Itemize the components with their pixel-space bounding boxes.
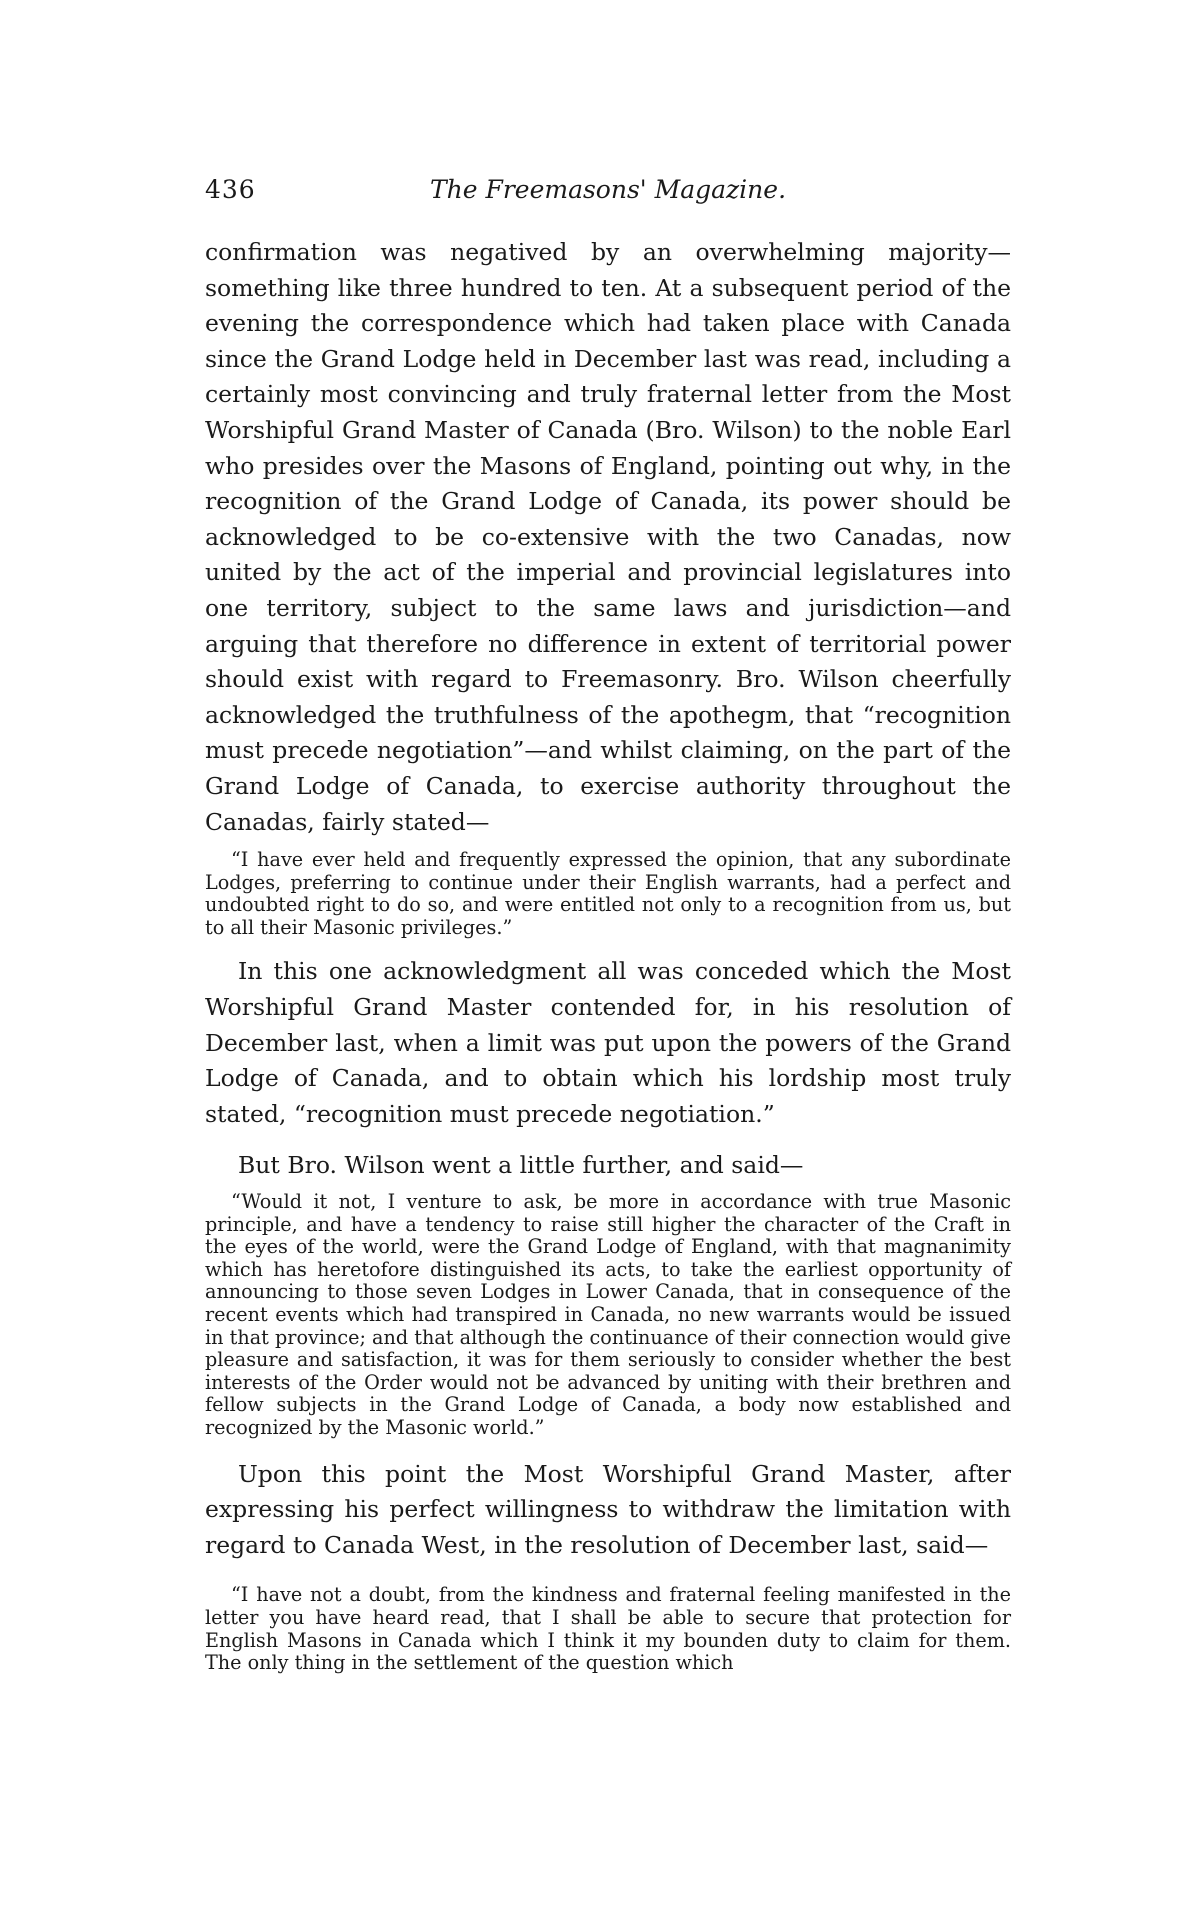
article-body bbox=[205, 235, 1011, 1675]
page-header bbox=[205, 175, 1011, 215]
block-quote-2: “Would it not, I venture to ask, be more in accordance with true Masonic principle, and have a tendency to raise still higher the character of the Craft in the eyes of the world, were the Grand Lodge of England, with that magnanimity which has heretofore distinguished its acts, to take the earliest opportunity of announcing to those seven Lodges in Lower Canada, that in consequence of the recent events which had transpired in Canada, no new warrants would be issued in that province; and that although the continuance of their connection would give pleasure and satisfaction, it was for them seriously to consider whether the best interests of the Order would not be advanced by uniting with their brethren and fellow subjects in the Grand Lodge of Canada, a body now established and recognized by the Masonic world.” bbox=[205, 1190, 1011, 1439]
block-quote-3: “I have not a doubt, from the kindness and fraternal feeling manifested in the letter you have heard read, that I shall be able to secure that protection for English Masons in Canada which I think it my bounden duty to claim for them. The only thing in the settlement of the question which bbox=[205, 1583, 1011, 1675]
running-title: The Freemasons' Magazine. bbox=[429, 175, 787, 204]
block-quote-1: “I have ever held and frequently expressed the opinion, that any subordinate Lodges, preferring to continue under their English warrants, had a perfect and undoubted right to do so, and were entitled not only to a recognition from us, but to all their Masonic privileges.” bbox=[205, 848, 1011, 939]
paragraph-2: In this one acknowledgment all was conceded which the Most Worshipful Grand Master contended for, in his resolution of December last, when a limit was put upon the powers of the Grand Lodge of Canada, and to obtain which his lordship most truly stated, “recognition must precede negotiation.” bbox=[205, 957, 1011, 1128]
page-number: 436 bbox=[205, 175, 256, 204]
paragraph-4: Upon this point the Most Worshipful Grand Master, after expressing his perfect willingness to withdraw the limitation with regard to Canada West, in the resolution of December last, said— bbox=[205, 1459, 1011, 1559]
paragraph-1: confirmation was negatived by an overwhelming majority—something like three hundred to ten. At a subsequent period of the evening the correspondence which had taken place with Canada since the Grand Lodge held in December last was read, including a certainly most convincing and truly fraternal letter from the Most Worshipful Grand Master of Canada (Bro. Wilson) to the noble Earl who presides over the Masons of England, pointing out why, in the recognition of the Grand Lodge of Canada, its power should be acknowledged to be co-extensive with the two Canadas, now united by the act of the imperial and provincial legislatures into one territory, subject to the same laws and jurisdiction—and arguing that therefore no difference in extent of territorial power should exist with regard to Freemasonry. Bro. Wilson cheerfully acknowledged the truthfulness of the apothegm, that “recognition must precede negotiation”—and whilst claiming, on the part of the Grand Lodge of Canada, to exercise authority throughout the Canadas, fairly stated— bbox=[205, 238, 1011, 836]
paragraph-3: But Bro. Wilson went a little further, and said— bbox=[238, 1151, 804, 1180]
